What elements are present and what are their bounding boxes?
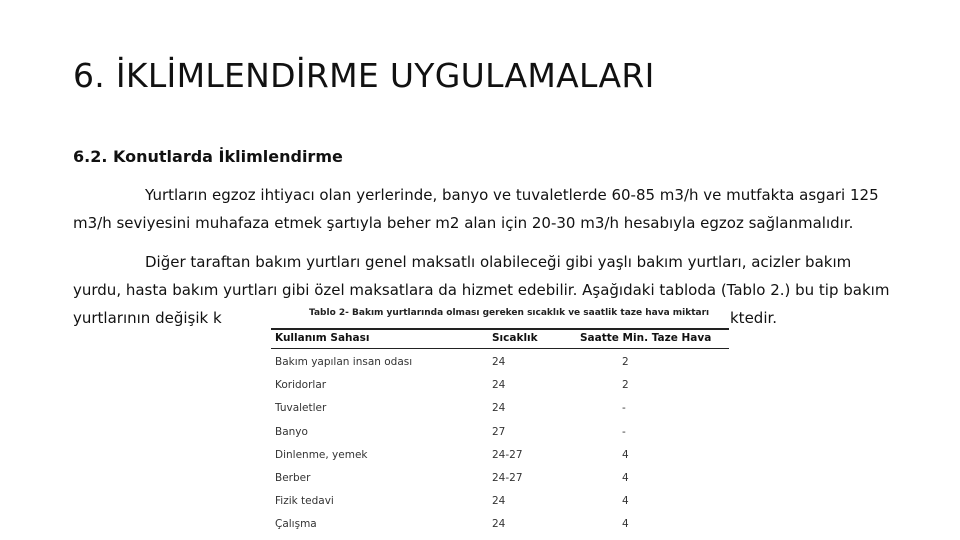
table-cell-temperature: 27 — [492, 425, 506, 438]
table-header-temperature: Sıcaklık — [492, 332, 538, 344]
table-cell-usage: Banyo — [275, 425, 308, 438]
table-cell-fresh-air: 2 — [622, 356, 629, 368]
table-cell-usage: Koridorlar — [275, 379, 327, 392]
table-row — [265, 514, 730, 537]
table-cell-usage: Çalışma — [275, 518, 317, 531]
table-cell-fresh-air: 4 — [622, 518, 629, 531]
table-header-rule — [271, 348, 729, 349]
table-cell-temperature: 24 — [492, 379, 506, 392]
table-header-fresh-air: Saatte Min. Taze Hava — [580, 332, 712, 344]
page-title: 6. İKLİMLENDİRME UYGULAMALARI — [73, 56, 655, 95]
paragraph-2-tail: ktedir. — [730, 304, 777, 332]
table-cell-fresh-air: 4 — [622, 448, 629, 461]
table-row — [265, 445, 730, 468]
paragraph-2-text: Diğer taraftan bakım yurtları genel maksatlı olabileceği gibi yaşlı bakım yurtları, acizler bakım yurdu, hasta bakım yurtları gibi özel maksatlara da hizmet edebilir. Aşağıdaki tabloda (Tablo 2.) bu tip bakım yurtlarının değişik k — [73, 253, 890, 327]
table-cell-fresh-air: 2 — [622, 379, 629, 392]
table-cell-usage: Fizik tedavi — [275, 495, 334, 508]
table-row — [265, 491, 730, 514]
table-header-usage: Kullanım Sahası — [275, 332, 370, 344]
table-caption: Tablo 2- Bakım yurtlarında olması gereken sıcaklık ve saatlik taze hava miktarı — [309, 308, 710, 318]
paragraph-1 — [73, 181, 893, 237]
paragraph-1-text: Yurtların egzoz ihtiyacı olan yerlerinde, banyo ve tuvaletlerde 60-85 m3/h ve mutfakta asgari 125 m3/h seviyesini muhafaza etmek şartıyla beher m2 alan için 20-30 m3/h hesabıyla egzoz sağlanmalıdır. — [73, 186, 879, 232]
table-cell-temperature: 24-27 — [492, 448, 523, 461]
table-cell-fresh-air: - — [622, 402, 626, 415]
table-cell-usage: Tuvaletler — [275, 402, 327, 415]
table-cell-temperature: 24 — [492, 356, 506, 368]
table-cell-fresh-air: 4 — [622, 495, 629, 508]
data-table — [265, 306, 730, 540]
table-cell-temperature: 24 — [492, 495, 506, 508]
table-cell-temperature: 24 — [492, 518, 506, 531]
table-row — [265, 352, 730, 375]
table-cell-fresh-air: 4 — [622, 472, 629, 484]
table-row — [265, 422, 730, 445]
table-row — [265, 375, 730, 398]
table-top-rule — [271, 328, 729, 330]
table-cell-usage: Bakım yapılan insan odası — [275, 356, 413, 368]
table-cell-temperature: 24-27 — [492, 472, 523, 484]
table-cell-usage: Berber — [275, 472, 311, 484]
section-subtitle: 6.2. Konutlarda İklimlendirme — [73, 147, 343, 166]
table-row — [265, 468, 730, 491]
table-row — [265, 398, 730, 421]
table-cell-fresh-air: - — [622, 425, 626, 438]
table-cell-temperature: 24 — [492, 402, 506, 415]
table-cell-usage: Dinlenme, yemek — [275, 448, 368, 461]
